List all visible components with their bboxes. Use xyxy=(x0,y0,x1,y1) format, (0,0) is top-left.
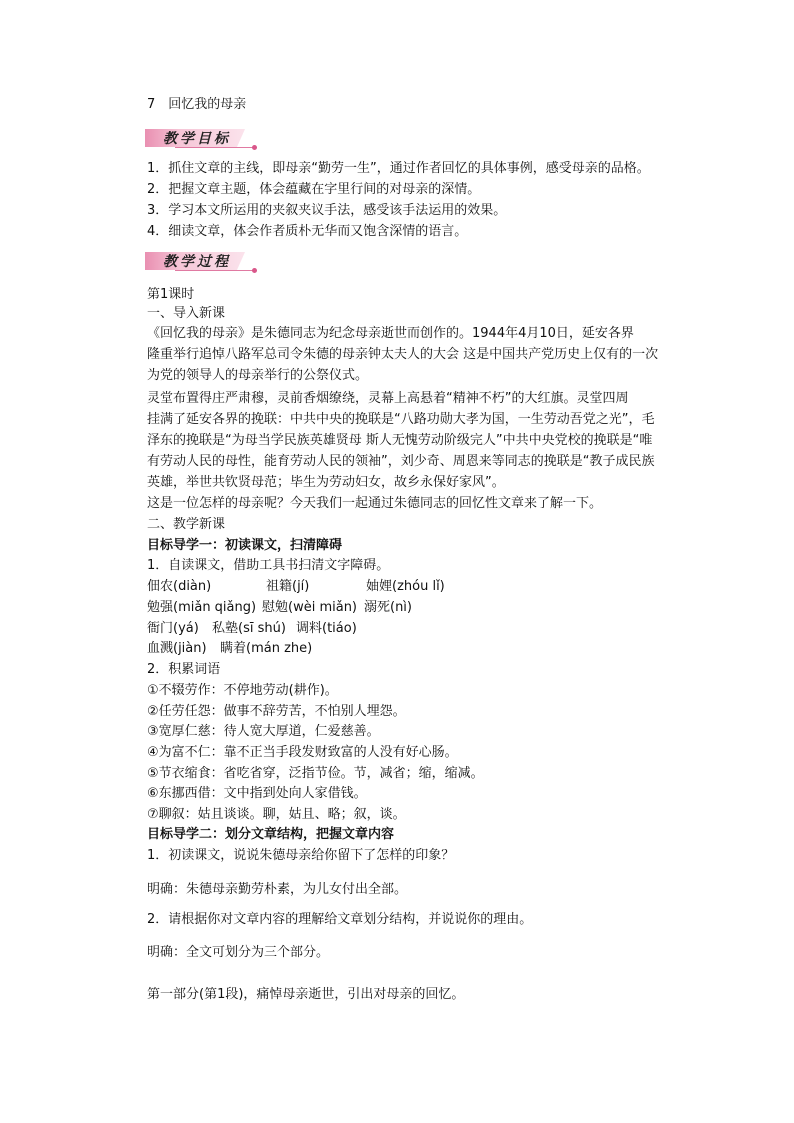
pinyin-item: 勉强(miǎn qiǎng) xyxy=(147,600,257,615)
intro-line: 有劳动人民的母性，能育劳动人民的领袖”，刘少奇、周恩来等同志的挽联是“教子成民族 xyxy=(147,454,655,469)
goal-heading: 目标导学二：划分文章结构，把握文章内容 xyxy=(147,827,395,842)
lesson-title: 7 回忆我的母亲 xyxy=(147,97,247,112)
goal-heading: 目标导学一：初读课文，扫清障碍 xyxy=(147,538,343,553)
section-heading: 一、导入新课 xyxy=(147,306,226,321)
process-banner xyxy=(145,248,257,274)
pinyin-item: 佃农(diàn) xyxy=(147,579,212,594)
pinyin-item: 衙门(yá) xyxy=(147,621,199,636)
objective-item: 4．细读文章，体会作者质朴无华而又饱含深情的语言。 xyxy=(147,224,468,239)
pinyin-item: 私塾(sī shú) xyxy=(212,621,286,636)
pinyin-item: 血溅(jiàn) xyxy=(147,641,207,656)
banner-dot-icon xyxy=(252,145,257,150)
intro-line: 挂满了延安各界的挽联：中共中央的挽联是“八路功勋大孝为国，一生劳动吾党之光”，毛 xyxy=(147,412,655,427)
pinyin-item: 瞒着(mán zhe) xyxy=(220,641,313,656)
pinyin-item: 调料(tiáo) xyxy=(296,621,357,636)
pinyin-item: 慰勉(wèi miǎn) xyxy=(262,600,357,615)
intro-line: 泽东的挽联是“为母当学民族英雄贤母 斯人无愧劳动阶级完人”中共中央党校的挽联是“唯 xyxy=(147,433,653,448)
paragraph: 第一部分(第1段)，痛悼母亲逝世，引出对母亲的回忆。 xyxy=(147,987,465,1002)
vocab-item: ④为富不仁：靠不正当手段发财致富的人没有好心肠。 xyxy=(147,745,458,760)
intro-line: 灵堂布置得庄严肃穆，灵前香烟缭绕，灵幕上高悬着“精神不朽”的大红旗。灵堂四周 xyxy=(147,391,629,406)
answer: 明确：全文可划分为三个部分。 xyxy=(147,945,330,960)
intro-line: 隆重举行追悼八路军总司令朱德的母亲钟太夫人的大会 这是中国共产党历史上仅有的一次 xyxy=(147,347,659,362)
pinyin-item: 祖籍(jí) xyxy=(266,579,310,594)
intro-line: 英雄，举世共钦贤母范；毕生为劳动妇女，故乡永保好家风”。 xyxy=(147,475,505,490)
intro-line: 为党的领导人的母亲举行的公祭仪式。 xyxy=(147,368,369,383)
step-heading: 2．积累词语 xyxy=(147,662,221,677)
process-label: 教学过程 xyxy=(163,254,231,270)
period-heading: 第1课时 xyxy=(147,287,195,302)
section-heading: 二、教学新课 xyxy=(147,517,226,532)
intro-line: 这是一位怎样的母亲呢？今天我们一起通过朱德同志的回忆性文章来了解一下。 xyxy=(147,496,603,511)
objective-item: 2．把握文章主题，体会蕴藏在字里行间的对母亲的深情。 xyxy=(147,182,481,197)
objective-item: 3．学习本文所运用的夹叙夹议手法，感受该手法运用的效果。 xyxy=(147,203,507,218)
objectives-label: 教学目标 xyxy=(163,131,231,147)
objective-item: 1．抓住文章的主线，即母亲“勤劳一生”，通过作者回忆的具体事例，感受母亲的品格。 xyxy=(147,161,650,176)
intro-line: 《回忆我的母亲》是朱德同志为纪念母亲逝世而创作的。1944年4月10日，延安各界 xyxy=(147,326,634,341)
vocab-item: ⑥东挪西借：文中指到处向人家借钱。 xyxy=(147,786,367,801)
pinyin-item: 溺死(nì) xyxy=(364,600,412,615)
step-heading: 1．自读课文，借助工具书扫清文字障碍。 xyxy=(147,558,390,573)
vocab-item: ③宽厚仁慈：待人宽大厚道，仁爱慈善。 xyxy=(147,724,380,739)
answer: 明确：朱德母亲勤劳朴素，为儿女付出全部。 xyxy=(147,882,408,897)
banner-dot-icon xyxy=(252,268,257,273)
vocab-item: ②任劳任怨：做事不辞劳苦，不怕别人埋怨。 xyxy=(147,704,406,719)
vocab-item: ①不辍劳作：不停地劳动(耕作)。 xyxy=(147,683,338,698)
vocab-item: ⑦聊叙：姑且谈谈。聊，姑且、略；叙，谈。 xyxy=(147,807,406,822)
pinyin-item: 妯娌(zhóu lǐ) xyxy=(366,579,445,594)
question: 2．请根据你对文章内容的理解给文章划分结构，并说说你的理由。 xyxy=(147,912,533,927)
question: 1．初读课文，说说朱德母亲给你留下了怎样的印象？ xyxy=(147,848,455,863)
objectives-banner xyxy=(145,125,257,151)
vocab-item: ⑤节衣缩食：省吃省穿，泛指节俭。节，减省；缩，缩减。 xyxy=(147,766,484,781)
